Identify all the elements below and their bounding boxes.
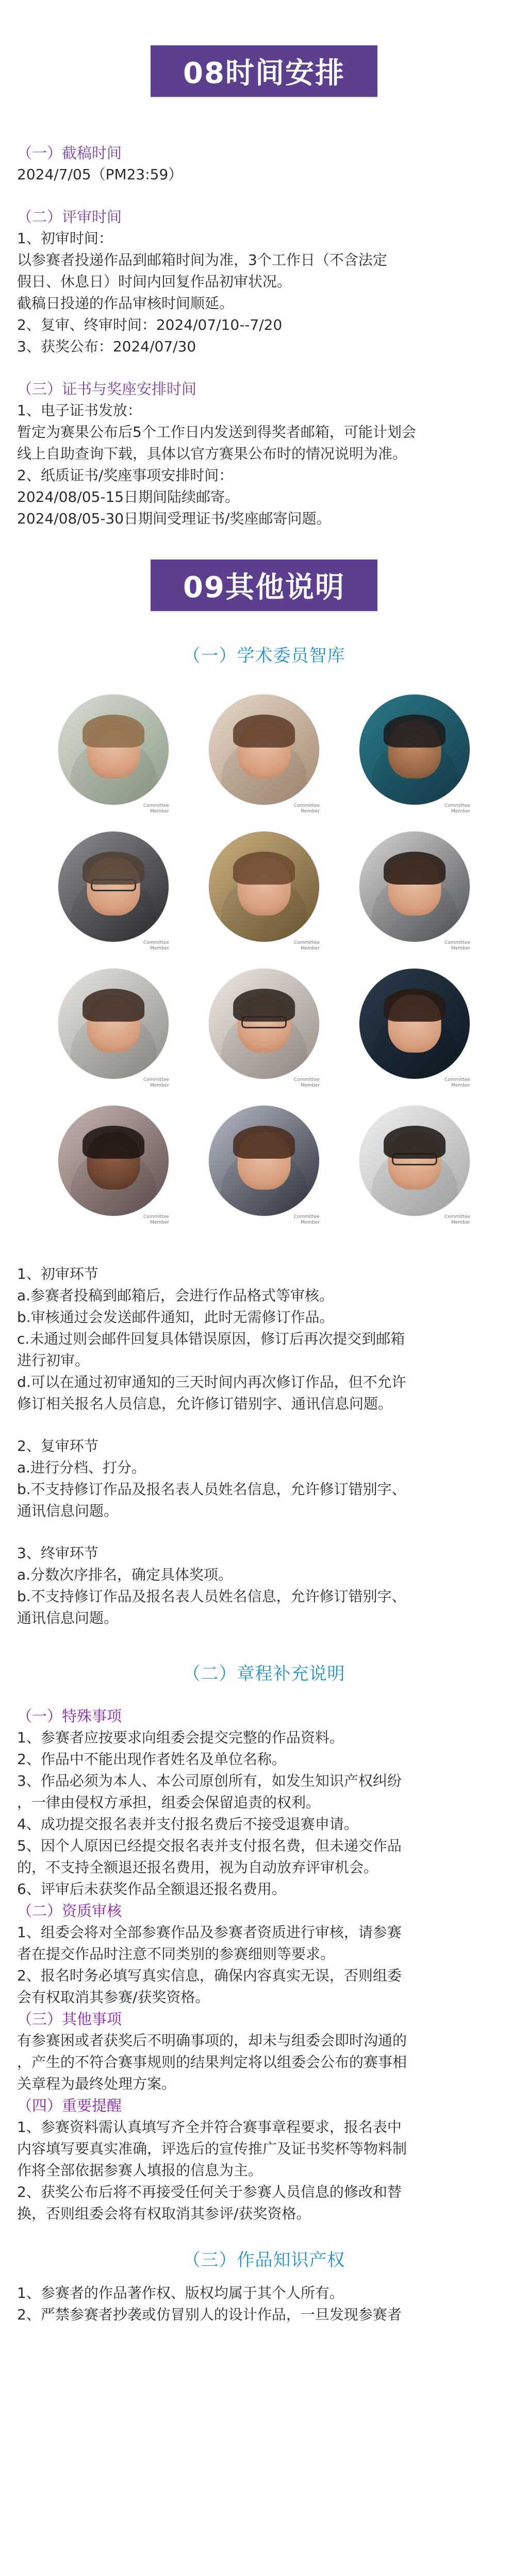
review-line-6: 3、获奖公布：2024/07/30: [17, 338, 196, 355]
committee-member-3: [354, 694, 475, 816]
initial-line-6: d.可以在通过初审通知的三天时间内再次修订作品，但不允许: [17, 1374, 406, 1391]
portrait-caption: Committee Member: [294, 1214, 320, 1225]
intellectual-property-content: [17, 2282, 511, 2326]
review-line-1: 1、初审时间：: [17, 230, 113, 247]
reminder-line-5: 换，否则组委会将有权取消其参评/获奖资格。: [17, 2205, 311, 2222]
review-line-5: 2、复审、终审时间：2024/07/10--7/20: [17, 316, 283, 333]
review-line-4: 截稿日投递的作品审核时间顺延。: [17, 295, 234, 312]
other-line-3: 关章程为最终处理方案。: [17, 2075, 176, 2092]
initial-line-5: 进行初审。: [17, 1352, 90, 1369]
final-stage-line-4: 通讯信息问题。: [17, 1609, 119, 1626]
deadline-heading: （一）截稿时间: [17, 144, 122, 162]
qualification-line-4: 会有权取消其参赛/获奖资格。: [17, 1989, 210, 2006]
review-line-3: 假日、休息日）时间内回复作品初审状况。: [17, 273, 292, 290]
certificate-line-3: 线上自助查询下载，具体以官方赛果公布时的情况说明为准。: [17, 445, 407, 462]
qualification-line-1: 1、组委会将对全部参赛作品及参赛者资质进行审核，请参赛: [17, 1924, 402, 1941]
portrait-caption: Committee Member: [143, 940, 169, 951]
certificate-line-2: 暂定为赛果公布后5个工作日内发送到得奖者邮箱，可能计划会: [17, 423, 416, 440]
final-stage-line-2: a.分数次序排名，确定具体奖项。: [17, 1566, 233, 1583]
portrait-icon: [359, 694, 470, 805]
committee-member-10: [53, 1106, 174, 1227]
committee-portrait-grid: [53, 694, 475, 1227]
certificate-line-1: 1、电子证书发放：: [17, 402, 142, 419]
portrait-caption: Committee Member: [143, 1214, 169, 1225]
special-line-4: ，一律由侵权方承担，组委会保留追责的权利。: [17, 1794, 321, 1811]
portrait-icon: [58, 832, 169, 942]
portrait-icon: [209, 969, 319, 1079]
qualification-line-2: 者在提交作品时注意不同类别的参赛细则等要求。: [17, 1945, 335, 1962]
portrait-caption: Committee Member: [444, 1077, 470, 1088]
content-fade-overlay: [0, 2571, 528, 2576]
committee-member-2: [203, 694, 325, 816]
final-stage-line-1: 3、终审环节: [17, 1545, 98, 1562]
review-stage-line-1: 2、复审环节: [17, 1437, 98, 1454]
other-line-2: ，产生的不符合赛事规则的结果判定将以组委会公布的赛事相: [17, 2054, 407, 2071]
portrait-icon: [58, 694, 169, 805]
review-stage-line-4: 通讯信息问题。: [17, 1502, 119, 1519]
certificate-line-5: 2、纸质证书/奖座事项安排时间：: [17, 467, 234, 484]
portrait-caption: Committee Member: [143, 1077, 169, 1088]
special-line-6: 5、因个人原因已经提交报名表并支付报名费，但未递交作品: [17, 1837, 402, 1854]
committee-member-1: [53, 694, 174, 816]
special-line-1: 1、参赛者应按要求向组委会提交完整的作品资料。: [17, 1729, 344, 1746]
glasses-icon: [241, 1016, 287, 1028]
portrait-caption: Committee Member: [294, 803, 320, 814]
section-08-content: [17, 108, 511, 530]
portrait-caption: Committee Member: [294, 940, 320, 951]
special-line-2: 2、作品中不能出现作者姓名及单位名称。: [17, 1751, 286, 1768]
committee-member-8: [203, 969, 325, 1090]
review-stage-line-3: b.不支持修订作品及报名表人员姓名信息，允许修订错别字、: [17, 1481, 406, 1498]
glasses-icon: [91, 879, 136, 891]
portrait-icon: [209, 832, 319, 942]
portrait-icon: [209, 1106, 319, 1216]
initial-line-1: 1、初审环节: [17, 1265, 98, 1282]
special-matters-heading: （一）特殊事项: [17, 1707, 122, 1725]
other-line-1: 有参赛困或者获奖后不明确事项的，却未与组委会即时沟通的: [17, 2032, 407, 2049]
ip-line-2: 2、严禁参赛者抄袭或仿冒别人的设计作品，一旦发现参赛者: [17, 2306, 402, 2323]
committee-member-7: [53, 969, 174, 1090]
portrait-caption: Committee Member: [444, 803, 470, 814]
final-stage-line-3: b.不支持修订作品及报名表人员姓名信息，允许修订错别字、: [17, 1588, 406, 1605]
certificate-line-7: 2024/08/05-30日期间受理证书/奖座邮寄问题。: [17, 510, 331, 527]
committee-member-5: [203, 832, 325, 953]
judging-process-content: [17, 1263, 511, 1629]
review-time-heading: （二）评审时间: [17, 208, 122, 226]
special-line-5: 4、成功提交报名表并支付报名费后不接受退赛申请。: [17, 1816, 358, 1833]
special-line-7: 的，不支持全额退还报名费用，视为自动放弃评审机会。: [17, 1859, 378, 1876]
initial-line-4: c.未通过则会邮件回复具体错误原因，修订后再次提交到邮箱: [17, 1330, 405, 1347]
initial-line-2: a.参赛者投稿到邮箱后，会进行作品格式等审核。: [17, 1287, 334, 1304]
other-matters-heading: （三）其他事项: [17, 2010, 122, 2028]
committee-heading: （一）学术委员智库: [183, 646, 345, 666]
committee-member-11: [203, 1106, 325, 1227]
rules-supplement-content: [17, 1705, 511, 2225]
portrait-caption: Committee Member: [444, 1214, 470, 1225]
section-08-banner: 08时间安排: [151, 45, 377, 97]
deadline-text: 2024/7/05（PM23:59）: [17, 166, 183, 183]
special-line-3: 3、作品必须为本人、本公司原创所有，如发生知识产权纠纷: [17, 1772, 402, 1789]
qualification-heading: （二）资质审核: [17, 1902, 122, 1920]
reminder-line-4: 2、获奖公布后将不再接受任何关于参赛人员信息的修改和替: [17, 2183, 402, 2200]
portrait-caption: Committee Member: [444, 940, 470, 951]
portrait-icon: [359, 832, 470, 942]
review-stage-line-2: a.进行分档、打分。: [17, 1459, 146, 1476]
important-reminder-heading: （四）重要提醒: [17, 2097, 122, 2114]
certificate-line-6: 2024/08/05-15日期间陆续邮寄。: [17, 488, 240, 505]
portrait-caption: Committee Member: [143, 803, 169, 814]
intellectual-property-heading: （三）作品知识产权: [183, 2250, 345, 2270]
reminder-line-3: 作将全部依据参赛人填报的信息为主。: [17, 2162, 263, 2179]
ip-line-1: 1、参赛者的作品著作权、版权均属于其个人所有。: [17, 2284, 344, 2301]
committee-member-12: [354, 1106, 475, 1227]
portrait-icon: [209, 694, 319, 805]
portrait-icon: [359, 1106, 470, 1216]
initial-line-3: b.审核通过会发送邮件通知，此时无需修订作品。: [17, 1309, 334, 1326]
committee-member-6: [354, 832, 475, 953]
review-line-2: 以参赛者投递作品到邮箱时间为准，3个工作日（不含法定: [17, 251, 387, 268]
committee-member-4: [53, 832, 174, 953]
reminder-line-1: 1、参赛资料需认真填写齐全并符合赛事章程要求，报名表中: [17, 2119, 402, 2136]
portrait-icon: [58, 969, 169, 1079]
special-line-8: 6、评审后未获奖作品全额退还报名费用。: [17, 1880, 286, 1897]
portrait-icon: [359, 969, 470, 1079]
portrait-icon: [58, 1106, 169, 1216]
initial-line-7: 修订相关报名人员信息，允许修订错别字、通讯信息问题。: [17, 1395, 393, 1412]
portrait-caption: Committee Member: [294, 1077, 320, 1088]
qualification-line-3: 2、报名时务必填写真实信息，确保内容真实无误，否则组委: [17, 1967, 402, 1984]
section-09-banner: 09其他说明: [151, 560, 377, 611]
rules-supplement-heading: （二）章程补充说明: [183, 1664, 345, 1684]
committee-member-9: [354, 969, 475, 1090]
certificate-time-heading: （三）证书与奖座安排时间: [17, 380, 197, 398]
reminder-line-2: 内容填写要真实准确，评选后的宣传推广及证书奖杯等物料制: [17, 2140, 407, 2157]
glasses-icon: [392, 1153, 437, 1165]
